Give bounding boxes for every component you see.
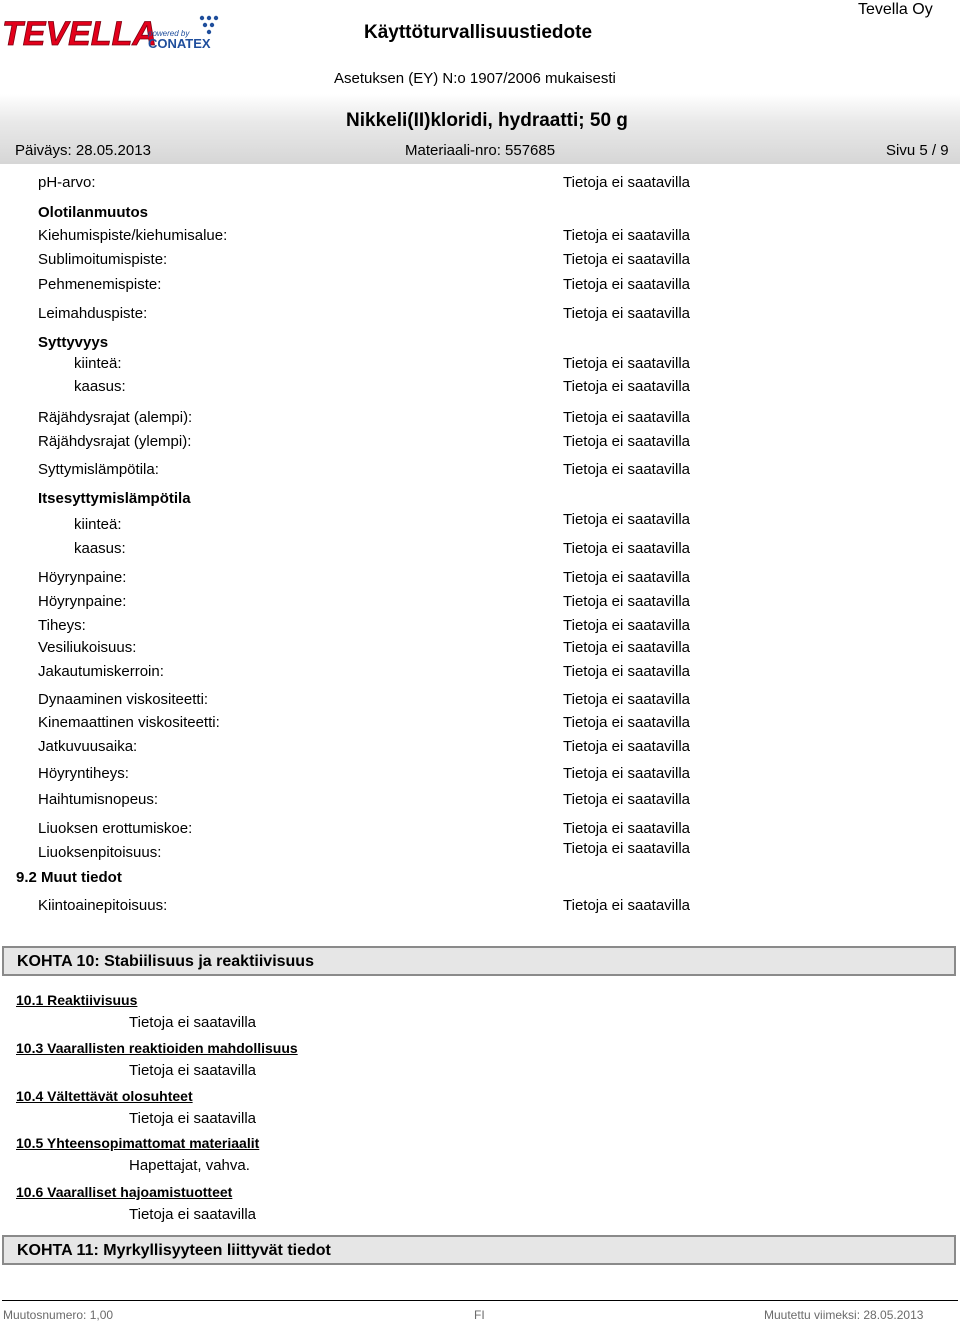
section-9-2-heading: 9.2 Muut tiedot <box>16 869 122 886</box>
subsection-heading: 10.6 Vaaralliset hajoamistuotteet <box>16 1184 233 1200</box>
property-label: Liuoksen erottumiskoe: <box>38 820 193 837</box>
footer-modified: Muutettu viimeksi: 28.05.2013 <box>764 1308 924 1322</box>
property-label: Kiintoainepitoisuus: <box>38 897 168 914</box>
logo-graphic <box>2 10 228 52</box>
property-value: Tietoja ei saatavilla <box>563 540 691 557</box>
tevella-logo <box>2 10 228 52</box>
property-label: Höyryntiheys: <box>38 765 129 782</box>
property-value: Tietoja ei saatavilla <box>563 276 691 293</box>
subsection-text: Tietoja ei saatavilla <box>129 1062 257 1079</box>
property-value: Tietoja ei saatavilla <box>563 738 691 755</box>
property-value: Tietoja ei saatavilla <box>563 593 691 610</box>
subsection-heading: 10.3 Vaarallisten reaktioiden mahdollisuus <box>16 1040 298 1056</box>
property-label: Räjähdysrajat (alempi): <box>38 409 193 426</box>
property-label: Leimahduspiste: <box>38 305 148 322</box>
property-label: Kiehumispiste/kiehumisalue: <box>38 227 228 244</box>
footer-divider <box>2 1300 958 1301</box>
subsection-text: Hapettajat, vahva. <box>129 1157 250 1174</box>
property-label: Haihtumisnopeus: <box>38 791 159 808</box>
product-name: Nikkeli(II)kloridi, hydraatti; 50 g <box>346 110 628 131</box>
logo-dots-icon <box>200 16 218 34</box>
property-label: Dynaaminen viskositeetti: <box>38 691 209 708</box>
subsection-text: Tietoja ei saatavilla <box>129 1014 257 1031</box>
property-label: pH-arvo: <box>38 174 96 191</box>
property-label: kiinteä: <box>74 355 122 372</box>
property-value: Tietoja ei saatavilla <box>563 251 691 268</box>
property-label: Liuoksenpitoisuus: <box>38 844 162 861</box>
property-value: Tietoja ei saatavilla <box>563 227 691 244</box>
logo-partner: CONATEX <box>148 36 211 51</box>
property-label: Höyrynpaine: <box>38 569 127 586</box>
property-value: Tietoja ei saatavilla <box>563 791 691 808</box>
property-value: Tietoja ei saatavilla <box>563 691 691 708</box>
footer-language: FI <box>474 1308 485 1322</box>
subsection-heading: 10.1 Reaktiivisuus <box>16 992 138 1008</box>
property-value: Tietoja ei saatavilla <box>563 409 691 426</box>
document-date: Päiväys: 28.05.2013 <box>15 142 151 159</box>
property-label: Syttymislämpötila: <box>38 461 159 478</box>
property-value: Tietoja ei saatavilla <box>563 378 691 395</box>
property-label: kiinteä: <box>74 516 122 533</box>
property-value: Tietoja ei saatavilla <box>563 174 691 191</box>
property-label: Tiheys: <box>38 617 86 634</box>
section-11-header <box>2 1235 956 1265</box>
document-title: Käyttöturvallisuustiedote <box>364 22 593 43</box>
property-label: Höyrynpaine: <box>38 593 127 610</box>
property-value: Tietoja ei saatavilla <box>563 617 691 634</box>
subsection-text: Tietoja ei saatavilla <box>129 1206 257 1223</box>
property-value: Tietoja ei saatavilla <box>563 461 691 478</box>
logo-brand: TEVELLA <box>2 15 157 52</box>
subsection-heading: 10.4 Vältettävät olosuhteet <box>16 1088 193 1104</box>
property-label: Räjähdysrajat (ylempi): <box>38 433 192 450</box>
property-group-heading: Itsesyttymislämpötila <box>38 490 191 507</box>
property-label: Jakautumiskerroin: <box>38 663 164 680</box>
property-value: Tietoja ei saatavilla <box>563 569 691 586</box>
footer-revision: Muutosnumero: 1,00 <box>3 1308 114 1322</box>
property-label: Kinemaattinen viskositeetti: <box>38 714 220 731</box>
property-value: Tietoja ei saatavilla <box>563 639 691 656</box>
property-value: Tietoja ei saatavilla <box>563 820 691 837</box>
section-10-title: KOHTA 10: Stabiilisuus ja reaktiivisuus <box>17 953 314 970</box>
property-label: kaasus: <box>74 378 126 395</box>
section-11-title: KOHTA 11: Myrkyllisyyteen liittyvät tiedot <box>17 1242 331 1259</box>
property-label: Jatkuvuusaika: <box>38 738 138 755</box>
property-label: Vesiliukoisuus: <box>38 639 137 656</box>
property-value: Tietoja ei saatavilla <box>563 765 691 782</box>
section-10-header <box>2 946 956 976</box>
property-value: Tietoja ei saatavilla <box>563 433 691 450</box>
property-value: Tietoja ei saatavilla <box>563 840 691 857</box>
property-value: Tietoja ei saatavilla <box>563 663 691 680</box>
property-value: Tietoja ei saatavilla <box>563 897 691 914</box>
logo-powered-by: powered by <box>148 29 190 38</box>
property-group-heading: Syttyvyys <box>38 334 109 351</box>
property-value: Tietoja ei saatavilla <box>563 511 691 528</box>
regulation-line: Asetuksen (EY) N:o 1907/2006 mukaisesti <box>334 70 616 87</box>
property-label: Sublimoitumispiste: <box>38 251 168 268</box>
subsection-text: Tietoja ei saatavilla <box>129 1110 257 1127</box>
property-value: Tietoja ei saatavilla <box>563 305 691 322</box>
property-value: Tietoja ei saatavilla <box>563 714 691 731</box>
subsection-heading: 10.5 Yhteensopimattomat materiaalit <box>16 1135 260 1151</box>
page-number: Sivu 5 / 9 <box>886 142 949 159</box>
property-label: Pehmenemispiste: <box>38 276 162 293</box>
company-name: Tevella Oy <box>858 1 933 18</box>
property-group-heading: Olotilanmuutos <box>38 204 148 221</box>
property-value: Tietoja ei saatavilla <box>563 355 691 372</box>
property-label: kaasus: <box>74 540 126 557</box>
material-number: Materiaali-nro: 557685 <box>405 142 556 159</box>
